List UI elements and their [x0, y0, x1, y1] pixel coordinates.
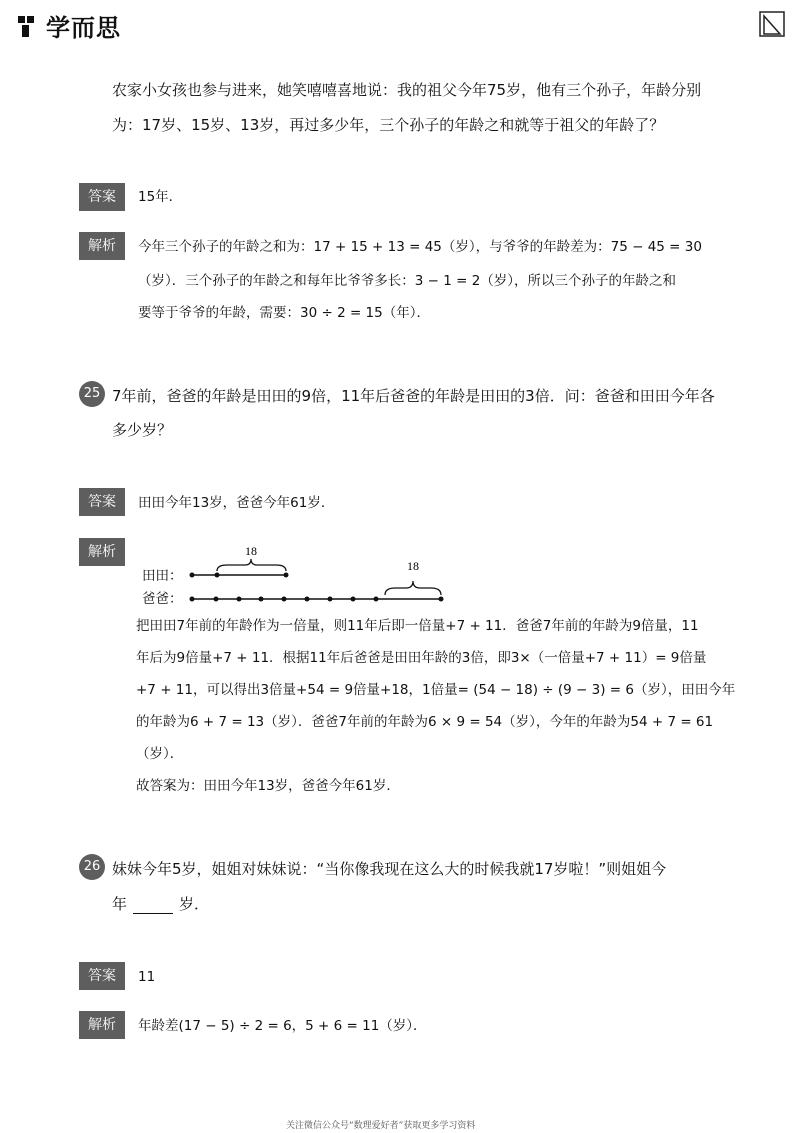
q26-analysis-tag: 解析: [79, 1011, 125, 1039]
q24-answer: 15年．: [138, 189, 183, 205]
q26-answer-tag: 答案: [79, 962, 125, 990]
q26-text-after-blank: 岁．: [179, 895, 210, 913]
tiantian-point: [215, 573, 220, 578]
baba-point: [351, 597, 356, 602]
q24-text-line-1: 农家小女孩也参与进来，她笑嘻嘻喜地说：我的祖父今年75岁，他有三个孙子，年龄分别: [112, 81, 702, 99]
baba-point: [214, 597, 219, 602]
baba-point: [374, 597, 379, 602]
answer-blank: [133, 897, 173, 914]
brace-2-label: 18: [407, 559, 419, 573]
line-segment-diagram: [185, 540, 445, 610]
q26-number-badge: 26: [79, 854, 105, 880]
q24-text-line-2: 为：17岁、15岁、13岁，再过多少年，三个孙子的年龄之和就等于祖父的年龄了？: [112, 116, 665, 134]
q26-text-before-blank: 年: [112, 895, 128, 913]
tiantian-point: [284, 573, 289, 578]
corner-mark-icon: [758, 10, 786, 38]
brand-logo: [16, 8, 121, 43]
q26-answer: 11: [138, 969, 156, 985]
q25-answer: 田田今年13岁，爸爸今年61岁．: [138, 495, 335, 511]
q24-analysis-tag: 解析: [79, 232, 125, 260]
tiantian-point: [190, 573, 195, 578]
brace-2: [385, 581, 441, 595]
q25-analysis-line-5: （岁）．: [136, 746, 184, 762]
diagram-label-tiantian: 田田：: [142, 568, 183, 584]
q25-answer-tag: 答案: [79, 488, 125, 516]
q24-answer-tag: 答案: [79, 183, 125, 211]
baba-point: [439, 597, 444, 602]
q25-text-line-2: 多少岁？: [112, 421, 173, 439]
brand-name: 学而思: [46, 14, 121, 42]
brace-1: [217, 559, 286, 571]
q25-analysis-line-2: 年后为9倍量+7 + 11．根据11年后爸爸是田田年龄的3倍，即3×（一倍量+7 + 11）= 9倍量: [136, 650, 707, 666]
diagram-label-baba: 爸爸：: [142, 591, 183, 607]
q24-analysis-line-3: 要等于爷爷的年龄，需要：30 ÷ 2 = 15（年）．: [138, 305, 430, 321]
q24-analysis-line-1: 今年三个孙子的年龄之和为：17 + 15 + 13 = 45（岁），与爷爷的年龄差为：75 − 45 = 30: [138, 239, 702, 255]
baba-point: [328, 597, 333, 602]
q26-text-line-1: 妹妹今年5岁，姐姐对妹妹说：“当你像我现在这么大的时候我就17岁啦！”则姐姐今: [112, 860, 667, 878]
q25-text-line-1: 7年前，爸爸的年龄是田田的9倍，11年后爸爸的年龄是田田的3倍．问：爸爸和田田今年各: [112, 387, 715, 405]
q25-analysis-line-3: +7 + 11，可以得出3倍量+54 = 9倍量+18，1倍量= (54 − 18) ÷ (9 − 3) = 6（岁），田田今年: [136, 682, 736, 698]
q25-number-badge: 25: [79, 381, 105, 407]
q25-analysis-tag: 解析: [79, 538, 125, 566]
q26-text-line-2: [112, 894, 209, 914]
brace-1-label: 18: [245, 544, 257, 558]
baba-point: [305, 597, 310, 602]
q26-analysis: 年龄差(17 − 5) ÷ 2 = 6，5 + 6 = 11（岁）．: [138, 1018, 427, 1034]
baba-point: [237, 597, 242, 602]
brand-logo-icon: [16, 13, 42, 39]
footer-note: 关注微信公众号“数理爱好者”获取更多学习资料: [286, 1121, 476, 1131]
baba-point: [282, 597, 287, 602]
q25-analysis-line-4: 的年龄为6 + 7 = 13（岁）．爸爸7年前的年龄为6 × 9 = 54（岁），今年的年龄为54 + 7 = 61: [136, 714, 714, 730]
baba-point: [190, 597, 195, 602]
baba-point: [259, 597, 264, 602]
q25-analysis-conclusion: 故答案为：田田今年13岁，爸爸今年61岁．: [136, 778, 400, 794]
q24-analysis-line-2: （岁）．三个孙子的年龄之和每年比爷爷多长：3 − 1 = 2（岁），所以三个孙子的年龄之和: [138, 273, 677, 289]
q25-analysis-line-1: 把田田7年前的年龄作为一倍量，则11年后即一倍量+7 + 11．爸爸7年前的年龄为9倍量，11: [136, 618, 699, 634]
